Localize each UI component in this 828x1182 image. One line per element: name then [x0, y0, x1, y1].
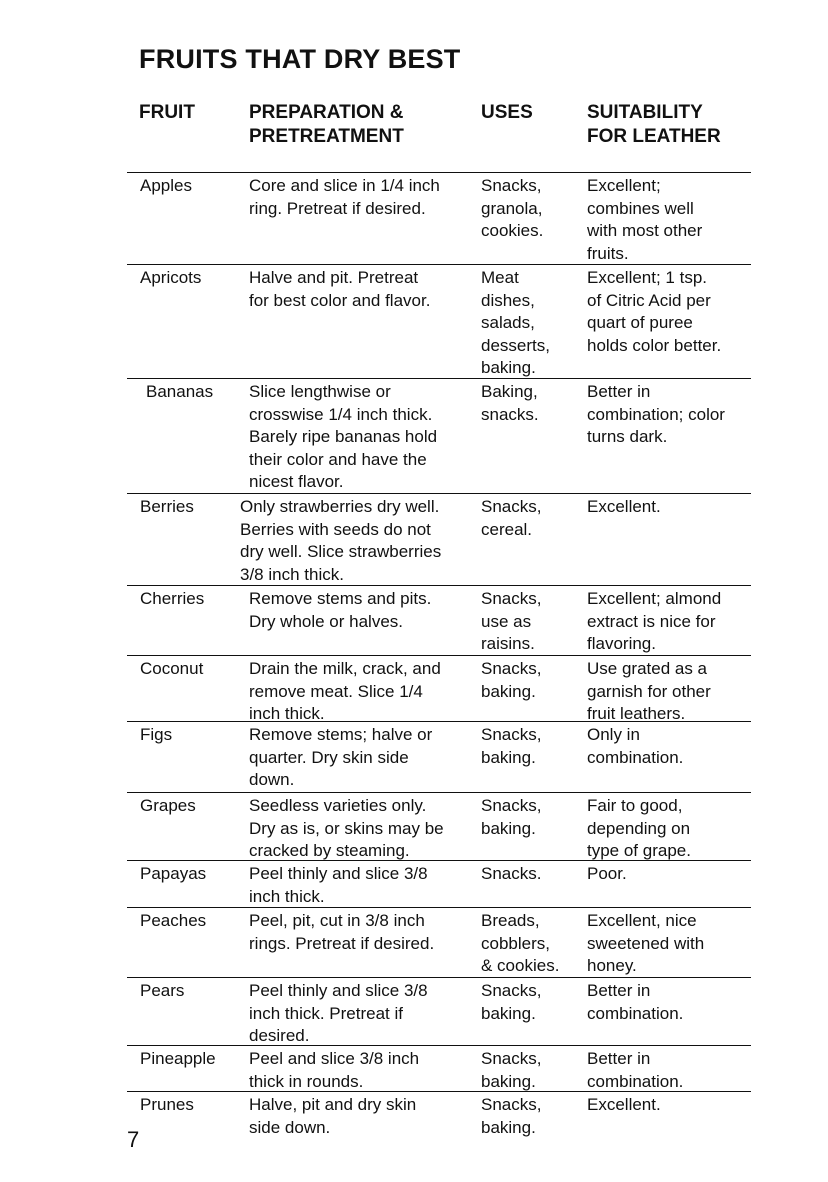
fruit-name: Coconut — [140, 659, 204, 678]
text-line: Snacks, — [481, 1095, 542, 1114]
text-line: Slice lengthwise or — [249, 382, 391, 401]
text-line: Seedless varieties only. — [249, 796, 427, 815]
text-line: garnish for other — [587, 681, 711, 701]
text-line: inch thick. — [249, 886, 325, 906]
uses-cell — [481, 910, 587, 978]
text-line: Poor. — [587, 864, 627, 883]
fruit-name: Berries — [140, 497, 194, 516]
text-line: Meat — [481, 268, 519, 287]
page-number: 7 — [127, 1127, 140, 1152]
text-line: of Citric Acid per — [587, 290, 711, 310]
suitability-cell — [587, 724, 753, 769]
text-line: Only strawberries dry well. — [240, 497, 440, 516]
fruit-name: Figs — [140, 725, 173, 744]
text-line: Snacks, — [481, 1049, 542, 1068]
text-line: type of grape. — [587, 841, 691, 860]
text-line: Snacks, — [481, 796, 542, 815]
suitability-cell — [587, 980, 753, 1025]
text-line: Snacks, — [481, 981, 542, 1000]
fruit-table — [127, 172, 751, 1141]
text-line: side down. — [249, 1117, 331, 1137]
table-row — [127, 860, 751, 907]
text-line: fruits. — [587, 243, 629, 263]
text-line: Better in — [587, 1049, 651, 1068]
text-line: Dry as is, or skins may be — [249, 818, 444, 838]
suitability-cell — [587, 910, 753, 978]
preparation-cell — [249, 175, 481, 220]
preparation-cell — [240, 496, 472, 586]
fruit-name: Prunes — [140, 1095, 194, 1114]
header-preparation-line2: PRETREATMENT — [249, 126, 404, 147]
text-line: Excellent; 1 tsp. — [587, 268, 708, 287]
text-line: baking. — [481, 1003, 536, 1023]
header-suitability-line2: FOR LEATHER — [587, 126, 721, 147]
suitability-cell — [587, 175, 753, 265]
text-line: with most other — [587, 221, 703, 240]
text-line: combination. — [587, 1003, 684, 1023]
table-row — [127, 655, 751, 721]
preparation-cell — [249, 588, 481, 633]
text-line: Snacks, — [481, 497, 542, 516]
text-line: combination. — [587, 747, 684, 767]
text-line: cereal. — [481, 519, 533, 539]
text-line: Halve, pit and dry skin — [249, 1095, 417, 1114]
text-line: Remove stems and pits. — [249, 589, 432, 608]
text-line: Berries with seeds do not — [240, 519, 431, 539]
text-line: desired. — [249, 1026, 310, 1045]
header-suitability-line1: SUITABILITY — [587, 102, 703, 123]
text-line: baking. — [481, 681, 536, 701]
text-line: use as — [481, 611, 532, 631]
text-line: Snacks, — [481, 589, 542, 608]
text-line: holds color better. — [587, 335, 722, 355]
text-line: & cookies. — [481, 956, 560, 975]
table-row — [127, 1091, 751, 1141]
fruit-name: Apples — [140, 176, 192, 195]
text-line: Dry whole or halves. — [249, 611, 404, 631]
suitability-cell — [587, 1094, 753, 1117]
text-line: Breads, — [481, 911, 540, 930]
fruit-name: Bananas — [146, 382, 214, 401]
uses-cell — [481, 1094, 587, 1139]
table-row — [127, 378, 751, 493]
header-preparation — [249, 101, 404, 149]
header-preparation-line1: PREPARATION & — [249, 102, 404, 123]
text-line: Snacks, — [481, 659, 542, 678]
suitability-cell — [587, 588, 753, 656]
text-line: Baking, — [481, 382, 538, 401]
table-row — [127, 977, 751, 1045]
text-line: Excellent, nice — [587, 911, 697, 930]
preparation-cell — [249, 1094, 481, 1139]
uses-cell — [481, 863, 587, 886]
uses-cell — [481, 658, 587, 703]
preparation-cell — [249, 795, 481, 863]
text-line: cracked by steaming. — [249, 841, 410, 860]
text-line: quart of puree — [587, 313, 693, 332]
text-line: Excellent; almond — [587, 589, 722, 608]
text-line: Use grated as a — [587, 659, 708, 678]
text-line: down. — [249, 770, 295, 789]
text-line: Excellent; — [587, 176, 661, 195]
text-line: Better in — [587, 981, 651, 1000]
uses-cell — [481, 588, 587, 656]
table-row — [127, 172, 751, 264]
text-line: inch thick. — [249, 704, 325, 723]
text-line: baking. — [481, 1117, 536, 1137]
text-line: Peel and slice 3/8 inch — [249, 1049, 420, 1068]
suitability-cell — [587, 658, 753, 726]
text-line: Snacks, — [481, 725, 542, 744]
preparation-cell — [249, 980, 481, 1048]
page-title: FRUITS THAT DRY BEST — [139, 44, 461, 74]
text-line: desserts, — [481, 335, 550, 355]
text-line: honey. — [587, 956, 637, 975]
text-line: depending on — [587, 818, 691, 838]
text-line: Snacks. — [481, 864, 542, 883]
text-line: Peel thinly and slice 3/8 — [249, 864, 428, 883]
fruit-name: Pears — [140, 981, 185, 1000]
text-line: Core and slice in 1/4 inch — [249, 176, 440, 195]
text-line: flavoring. — [587, 634, 656, 653]
fruit-name: Grapes — [140, 796, 196, 815]
preparation-cell — [249, 658, 481, 726]
text-line: nicest flavor. — [249, 472, 344, 491]
text-line: for best color and flavor. — [249, 290, 431, 310]
uses-cell — [481, 496, 587, 541]
table-row — [127, 493, 751, 585]
text-line: cookies. — [481, 221, 544, 240]
table-row — [127, 1045, 751, 1091]
fruit-name: Cherries — [140, 589, 205, 608]
text-line: crosswise 1/4 inch thick. — [249, 404, 433, 424]
uses-cell — [481, 795, 587, 840]
suitability-cell — [587, 381, 753, 449]
text-line: cobblers, — [481, 933, 550, 953]
preparation-cell — [249, 1048, 481, 1093]
text-line: Better in — [587, 382, 651, 401]
text-line: remove meat. Slice 1/4 — [249, 681, 423, 701]
text-line: combination. — [587, 1071, 684, 1091]
text-line: fruit leathers. — [587, 704, 686, 723]
fruit-name: Papayas — [140, 864, 207, 883]
uses-cell — [481, 381, 587, 426]
uses-cell — [481, 175, 587, 243]
text-line: dry well. Slice strawberries — [240, 542, 442, 561]
header-suitability — [587, 101, 721, 149]
text-line: their color and have the — [249, 449, 427, 469]
text-line: combination; color — [587, 404, 725, 424]
text-line: extract is nice for — [587, 611, 716, 631]
text-line: salads, — [481, 313, 535, 332]
text-line: Drain the milk, crack, and — [249, 659, 441, 678]
uses-cell — [481, 1048, 587, 1093]
table-row — [127, 792, 751, 860]
preparation-cell — [249, 381, 481, 494]
text-line: sweetened with — [587, 933, 705, 953]
suitability-cell — [587, 1048, 753, 1093]
text-line: turns dark. — [587, 427, 668, 446]
preparation-cell — [249, 863, 481, 908]
text-line: Remove stems; halve or — [249, 725, 433, 744]
fruit-name: Pineapple — [140, 1049, 216, 1068]
suitability-cell — [587, 795, 753, 863]
text-line: Excellent. — [587, 1095, 661, 1114]
text-line: snacks. — [481, 404, 539, 424]
table-row — [127, 585, 751, 655]
preparation-cell — [249, 267, 481, 312]
text-line: rings. Pretreat if desired. — [249, 933, 435, 953]
preparation-cell — [249, 910, 481, 955]
text-line: Snacks, — [481, 176, 542, 195]
suitability-cell — [587, 863, 753, 886]
text-line: baking. — [481, 818, 536, 838]
uses-cell — [481, 267, 587, 380]
text-line: thick in rounds. — [249, 1071, 364, 1091]
text-line: baking. — [481, 1071, 536, 1091]
text-line: granola, — [481, 198, 543, 218]
text-line: combines well — [587, 198, 694, 218]
table-row — [127, 721, 751, 792]
text-line: raisins. — [481, 634, 535, 653]
text-line: baking. — [481, 358, 536, 377]
table-row — [127, 264, 751, 378]
table-row — [127, 907, 751, 977]
text-line: baking. — [481, 747, 536, 767]
text-line: Peel thinly and slice 3/8 — [249, 981, 428, 1000]
text-line: inch thick. Pretreat if — [249, 1003, 404, 1023]
text-line: Only in — [587, 725, 640, 744]
text-line: Excellent. — [587, 497, 661, 516]
text-line: 3/8 inch thick. — [240, 564, 344, 584]
fruit-name: Apricots — [140, 268, 202, 287]
uses-cell — [481, 980, 587, 1025]
text-line: Barely ripe bananas hold — [249, 427, 438, 446]
preparation-cell — [249, 724, 481, 792]
text-line: Peel, pit, cut in 3/8 inch — [249, 911, 425, 930]
text-line: dishes, — [481, 290, 535, 310]
text-line: ring. Pretreat if desired. — [249, 198, 426, 218]
uses-cell — [481, 724, 587, 769]
suitability-cell — [587, 496, 753, 519]
text-line: quarter. Dry skin side — [249, 747, 409, 767]
suitability-cell — [587, 267, 753, 357]
text-line: Halve and pit. Pretreat — [249, 268, 419, 287]
fruit-name: Peaches — [140, 911, 207, 930]
header-uses: USES — [481, 102, 533, 123]
text-line: Fair to good, — [587, 796, 683, 815]
header-fruit: FRUIT — [139, 102, 195, 123]
